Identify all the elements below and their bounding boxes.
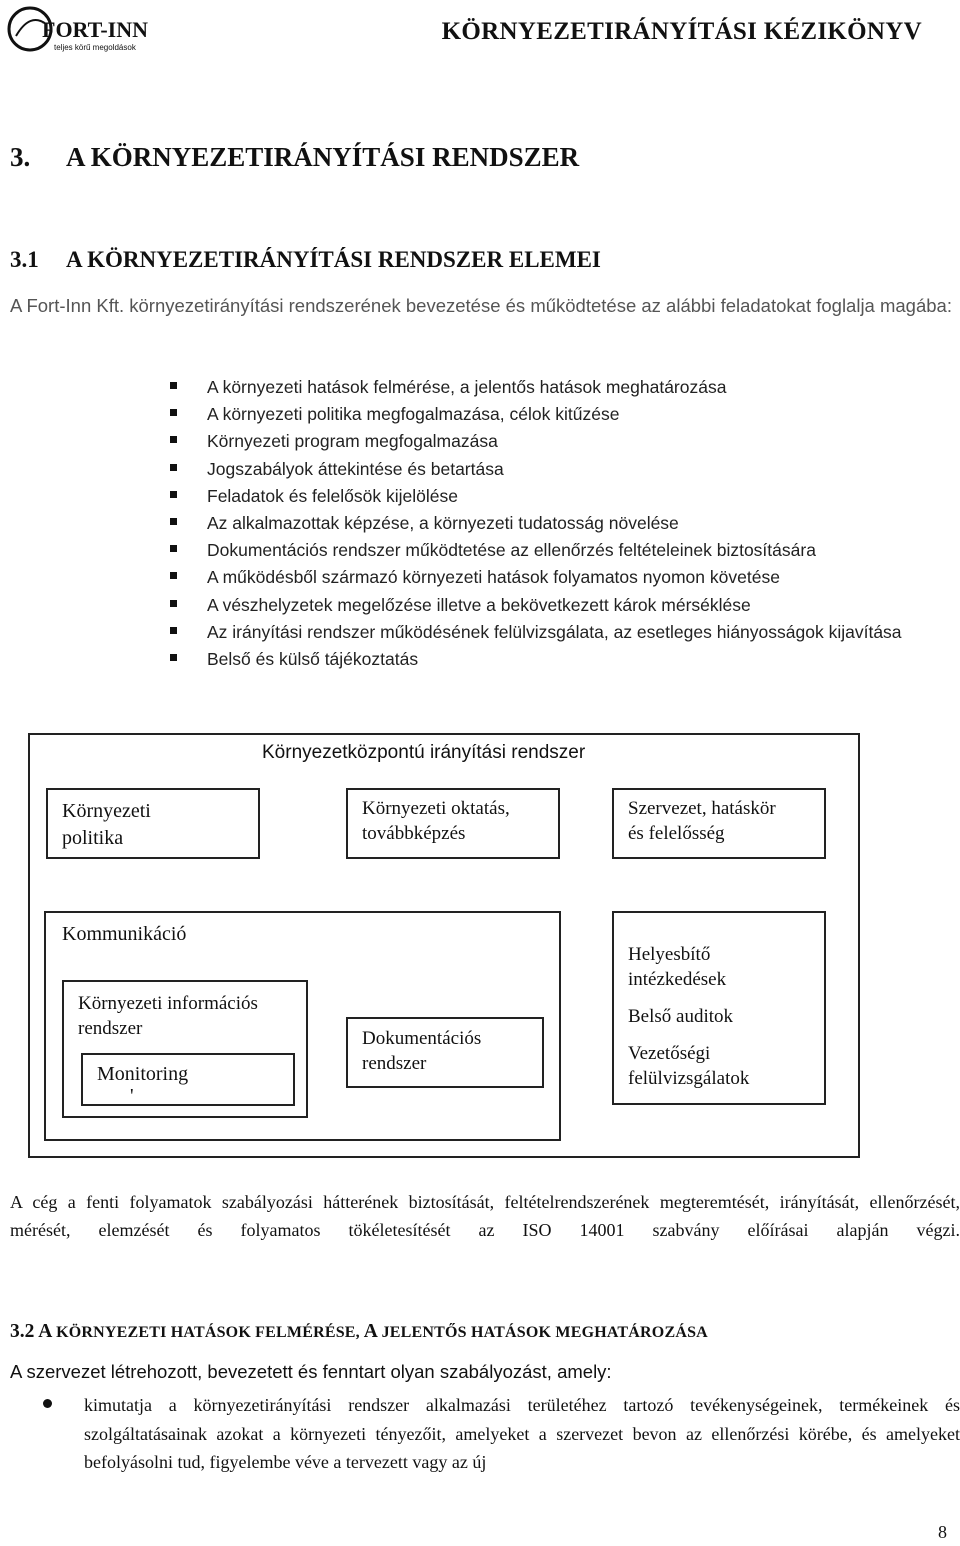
section-32-bullet: kimutatja a környezetirányítási rendszer alkalmazási területéhez tartozó tevékenységeinek, termékeinek és szolgáltatásainak azokat a környezeti tényezőit, amelyeket a szervezet bevon az ellenőrzési körébe, és amelyeket befolyásolni tud, figyelembe véve a tervezett vagy az új [84, 1395, 960, 1472]
list-item-text: Környezeti program megfogalmazása [207, 431, 498, 452]
list-item-text: A működésből származó környezeti hatások folyamatos nyomon követése [207, 567, 780, 588]
training-label: Környezeti oktatás, továbbképzés [362, 798, 510, 844]
section-31-heading [10, 247, 601, 273]
company-logo [6, 4, 166, 56]
monitoring-mark: ' [130, 1085, 134, 1107]
list-item-text: A környezeti politika megfogalmazása, célok kitűzése [207, 404, 620, 425]
communication-label: Kommunikáció [62, 923, 187, 945]
organization-label: Szervezet, hatáskör és felelősség [628, 798, 776, 844]
monitoring-label: Monitoring [97, 1063, 189, 1085]
square-bullet-icon [170, 382, 177, 389]
list-item-text: Az alkalmazottak képzése, a környezeti tudatosság növelése [207, 513, 679, 534]
section-32-heading: 3.2 A KÖRNYEZETI HATÁSOK FELMÉRÉSE, A JELENTŐS HATÁSOK MEGHATÁROZÁSA [10, 1321, 708, 1342]
list-item [170, 510, 960, 537]
section-31-intro: A Fort-Inn Kft. környezetirányítási rendszerének bevezetése és működtetése az alábbi feladatokat foglalja magába: [10, 295, 952, 316]
list-item-text: Jogszabályok áttekintése és betartása [207, 458, 504, 479]
list-item [170, 428, 960, 455]
list-item [170, 483, 960, 510]
section-3-number: 3. [10, 142, 31, 172]
list-item-text: Az irányítási rendszer működésének felülvizsgálata, az esetleges hiányosságok kijavítása [207, 621, 902, 642]
logo-text: FORT-INN [42, 17, 148, 42]
page-number: 8 [938, 1522, 947, 1542]
square-bullet-icon [170, 545, 177, 552]
square-bullet-icon [170, 436, 177, 443]
list-item-text: Dokumentációs rendszer működtetése az ellenőrzés feltételeinek biztosítására [207, 540, 816, 561]
list-item [170, 401, 960, 428]
square-bullet-icon [170, 600, 177, 607]
list-item [170, 456, 960, 483]
list-item-text: A vészhelyzetek megelőzése illetve a bekövetkezett károk mérséklése [207, 594, 751, 615]
square-bullet-icon [170, 654, 177, 661]
section-3-heading [10, 142, 579, 173]
section-31-title: A KÖRNYEZETIRÁNYÍTÁSI RENDSZER ELEMEI [66, 247, 601, 272]
list-item [170, 592, 960, 619]
square-bullet-icon [170, 464, 177, 471]
corrective-actions-label: Helyesbítő intézkedések [628, 944, 727, 990]
internal-audit-label: Belső auditok [628, 1006, 734, 1027]
env-information-label: Környezeti információs rendszer [78, 993, 258, 1039]
list-item [170, 537, 960, 564]
logo-graphic [6, 4, 166, 56]
square-bullet-icon [170, 409, 177, 416]
documentation-label: Dokumentációs rendszer [362, 1028, 482, 1074]
policy-label: Környezeti politika [62, 800, 151, 849]
square-bullet-icon [170, 572, 177, 579]
list-item-text: Feladatok és felelősök kijelölése [207, 485, 458, 506]
list-item-text: Belső és külső tájékoztatás [207, 649, 419, 670]
closing-paragraph: A cég a fenti folyamatok szabályozási hátterének biztosítását, feltételrendszerének megteremtését, irányítását, ellenőrzését, mérését, elemzését és folyamatos tökéletesítését az ISO 14001 szabvány előírásai alapján végzi. [10, 1192, 960, 1240]
square-bullet-icon [170, 518, 177, 525]
list-item [170, 374, 960, 401]
list-item-text: A környezeti hatások felmérése, a jelentős hatások meghatározása [207, 377, 727, 397]
section-3-title: A KÖRNYEZETIRÁNYÍTÁSI RENDSZER [66, 142, 580, 172]
round-bullet-icon [43, 1399, 52, 1408]
list-item [170, 619, 960, 646]
list-item [170, 564, 960, 591]
management-review-label: Vezetőségi felülvizsgálatok [628, 1043, 750, 1089]
diagram-title: Környezetközpontú irányítási rendszer [262, 742, 586, 763]
square-bullet-icon [170, 627, 177, 634]
section-31-number: 3.1 [10, 247, 39, 272]
section-32-number: 3.2 [10, 1321, 35, 1342]
section-32-intro: A szervezet létrehozott, bevezetett és fenntart olyan szabályozást, amely: [10, 1361, 612, 1382]
list-item [170, 646, 960, 673]
task-list [170, 374, 960, 673]
document-title: KÖRNYEZETIRÁNYÍTÁSI KÉZIKÖNYV [441, 18, 922, 45]
square-bullet-icon [170, 491, 177, 498]
logo-tagline: teljes körű megoldások [54, 43, 136, 52]
